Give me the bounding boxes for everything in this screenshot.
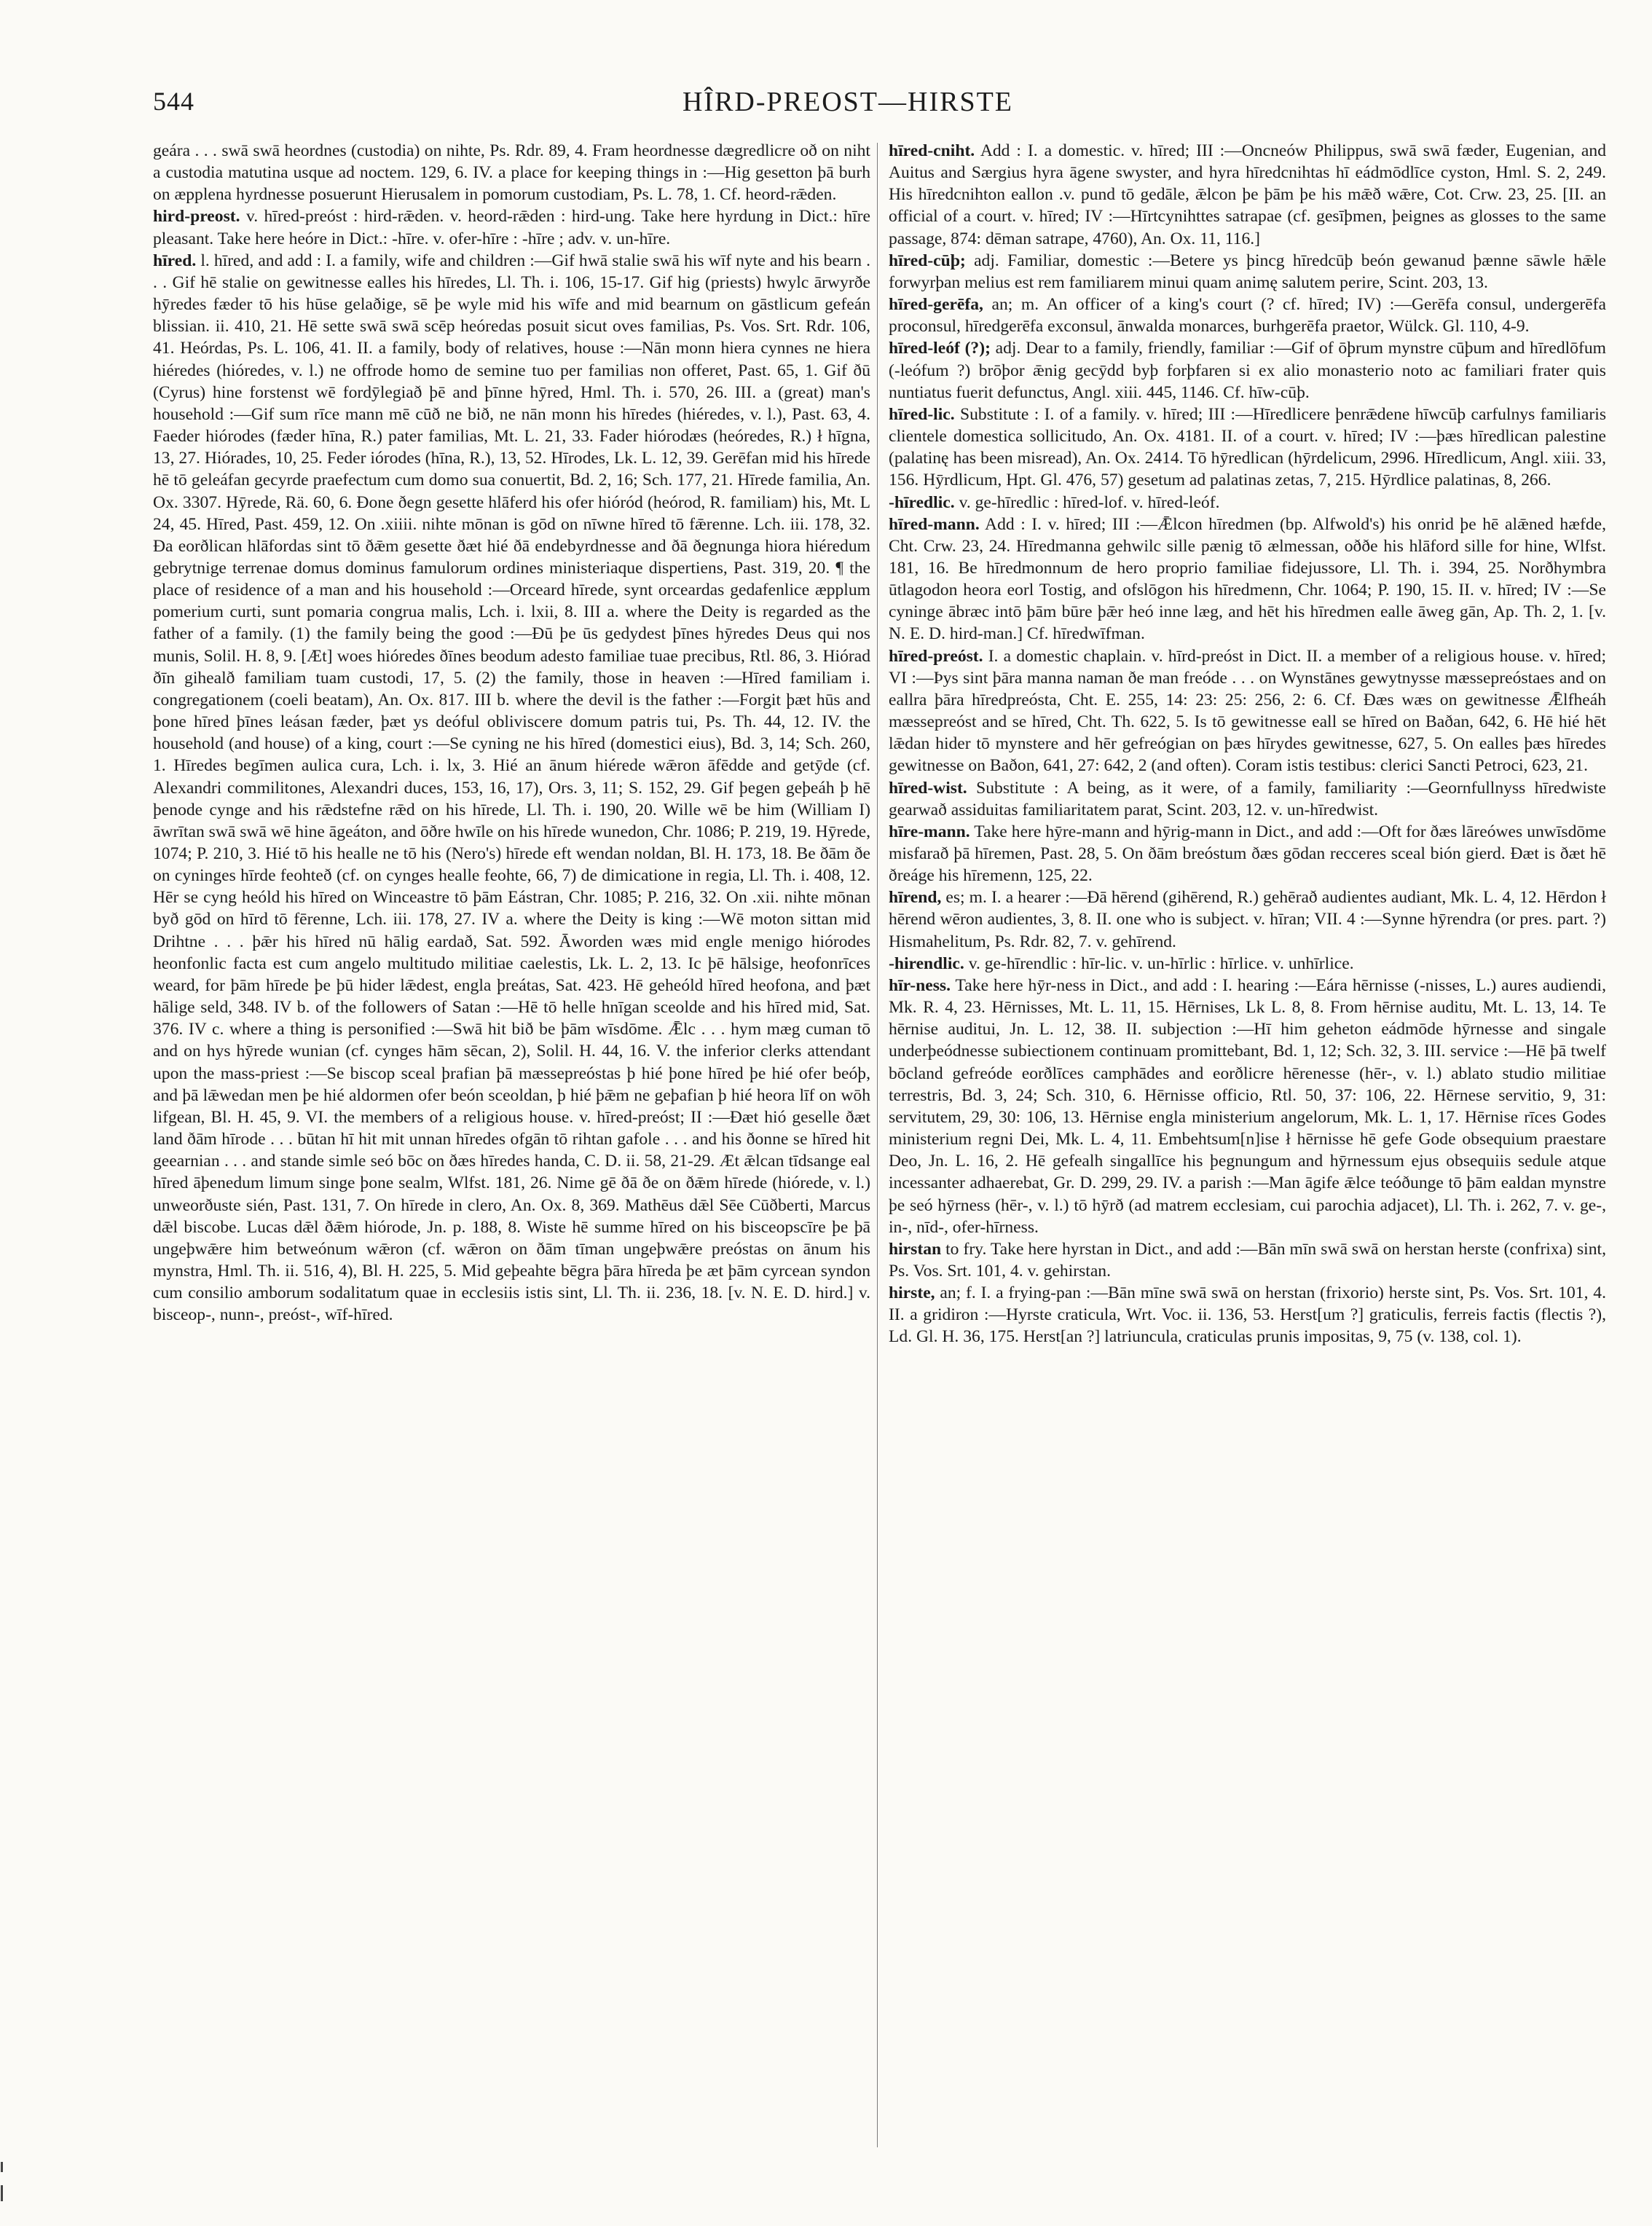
margin-mark — [1, 2185, 3, 2201]
entry-headword: hirste, — [889, 1283, 935, 1303]
dictionary-entry — [889, 140, 1606, 250]
entry-headword: hīred-leóf (?); — [889, 339, 991, 358]
dictionary-entry — [889, 953, 1606, 975]
page-header — [153, 86, 1543, 130]
entry-headword: hirstan — [889, 1239, 942, 1259]
entry-headword: hīre-mann. — [889, 822, 970, 841]
dictionary-entry — [889, 492, 1606, 514]
right-column — [889, 140, 1606, 2150]
entry-headword: hīred-preóst. — [889, 646, 983, 666]
dictionary-entry — [889, 886, 1606, 952]
dictionary-entry — [889, 250, 1606, 294]
dictionary-entry — [889, 337, 1606, 403]
entry-text: Add : I. v. hīred; III :—Ǣlcon hīredmen (bp. Alfwold's) his onrid þe hē alǣned hæfde, Cht. Crw. 23, 24. Hīredmanna gehwilc sille pænig tō ælmessan, oððe his hlāford sille for hine, Wlfst. 181, 16. Be hīredmonnum de hero proprio familiae fidejussore, Ll. Th. i. 394, 25. Norðhymbra ūtlagodon heora eorl Tostig, and ofslōgon his hīredmenn, Chr. 1064; P. 190, 15. II. v. hīred; IV :—Se cyninge ābræc intō þām būre þǣr heó inne læg, and hēt his hīredmen ealle āweg gān, Ap. Th. 2, 1. [v. N. E. D. hird-man.] Cf. hīredwīfman. — [889, 514, 1606, 644]
entry-headword: hīred-wist. — [889, 778, 967, 798]
left-column — [153, 140, 870, 2150]
column-divider — [877, 143, 878, 2147]
entry-headword: hīred-cniht. — [889, 141, 975, 160]
entry-text: adj. Dear to a family, friendly, familiar :—Gif of ōþrum mynstre cūþum and hīredlōfum (-leófum ?) brōþor ǣnig gecȳdd byþ forþfaren si ex alio monasterio noto ac familiari frater quis nuntiatus fuerit defunctus, Angl. xiii. 445, 1146. Cf. hīw-cūþ. — [889, 339, 1606, 402]
dictionary-entry — [889, 294, 1606, 337]
entry-text: geára . . . swā swā heordnes (custodia) on nihte, Ps. Rdr. 89, 4. Fram heordnesse dægredlicre oð on niht a custodia matutina usque ad noctem. 129, 6. IV. a place for keeping things in :—Hig gesetton þā burh on æpplena hyrdnesse posuerunt Hierusalem in pomorum custodiam, Ps. L. 78, 1. Cf. heord-rǣden. — [153, 141, 870, 205]
entry-text: Substitute : I. of a family. v. hīred; III :—Hīredlicere þenrǣdene hīwcūþ carfulnys familiaris clientele domestica sollicitudo, An. Ox. 4181. II. of a court. v. hīred; IV :—þæs hīredlican palestine (palatinę has been misread), An. Ox. 2414. Tō hȳredlican (hȳrdelicum, 2996. Hīredlicum, Angl. xiii. 33, 156. Hȳrdlicum, Hpt. Gl. 476, 57) gesetum ad palatinas zetas, 7, 215. Hȳrdlice palatinas, 8, 266. — [889, 404, 1606, 490]
dictionary-entry — [889, 1282, 1606, 1348]
entry-headword: -hirendlic. — [889, 953, 964, 973]
entry-headword: hird-preost. — [153, 207, 240, 227]
dictionary-entry — [889, 1238, 1606, 1282]
dictionary-entry — [153, 205, 870, 249]
entry-headword: hīr-ness. — [889, 975, 951, 995]
entry-text: I. a domestic chaplain. v. hīrd-preóst in Dict. II. a member of a religious house. v. hīred; VI :—Þys sint þāra manna naman ðe man freóde . . . on Wynstānes gewytnysse mæssepreóstaes and on eallra þāra hīredpreósta, Cht. E. 255, 14: 23: 25: 256, 2: 6. Cf. Ðæs wæs on gewitnesse Ǣlfheáh mæssepreóst and se hīred, Cht. Th. 622, 5. Is tō gewitnesse eall se hīred on Baðan, 642, 6. Hē hié hēt lǣdan hider tō mynstere and hēr gefreógian on þæs hīrydes gewitnesse, 627, 5. On ealles þæs hīredes gewitnesse on Baðon, 641, 27: 642, 2 (and often). Coram istis testibus: clerici Sancti Petroci, 623, 21. — [889, 646, 1606, 776]
dictionary-entry — [889, 514, 1606, 645]
entry-headword: hīred-gerēfa, — [889, 295, 983, 315]
entry-text: Take here hȳr-ness in Dict., and add : I. hearing :—Eára hērnisse (-nisses, L.) aures audiendi, Mk. R. 4, 23. Hērnisses, Mt. L. 11, 15. Hērnises, Lk L. 8, 8. From hērnise auditu, Mt. L. 13, 14. Te hērnise auditui, Jn. L. 12, 38. II. subjection :—Hī him geheton eádmōde hȳrnesse and singale underþeódnesse subiectionem continuam promittebant, Bd. 1, 12; Sch. 32, 3. III. service :—Hē þā twelf bōcland gefreóde eorðlīces camphādes and eorðlicre hērenesse (hēr-, v. l.) ablato studio militiae terrestris, Bd. 3, 24; Sch. 310, 6. Hērnisse officio, Rtl. 50, 37: 106, 22. Hērnese servitio, 9, 31: servitutem, 29, 30: 106, 13. Hērnise engla ministerium angelorum, Mk. L. 1, 17. Hērnise rīces Godes ministerium regni Dei, Mk. L. 4, 11. Embehtsum[n]ise ł hērnisse hē gefe Gode obsequium praestare Deo, Jn. L. 16, 2. Hē gefealh singallīce his þegnungum and hȳrnessum ejus obsequiis sedule atque incessanter adhaerebat, Gr. D. 299, 29. IV. a parish :—Man āgife ǣlce teóðunge tō þām ealdan mynstre þe seó hȳrness (hēr-, v. l.) tō hȳrð (ad matrem ecclesiam, cui parochia adjacet), Ll. Th. i. 262, 7. v. ge-, in-, nīd-, ofer-hīrness. — [889, 975, 1606, 1237]
entry-text: adj. Familiar, domestic :—Betere ys þincg hīredcūþ beón gewanud þænne sāwle hǣle forwyrþan melius est rem familiarem minui quam animę salutem perire, Scint. 203, 13. — [889, 251, 1606, 292]
entry-text: Take here hȳre-mann and hȳrig-mann in Dict., and add :—Oft for ðæs lāreówes unwīsdōme misfarað þā hīremen, Past. 28, 5. On ðām breóstum ðæs gōdan recceres sceal bión gierd. Ðæt is ðæt hē ðreáge his hīremenn, 125, 22. — [889, 822, 1606, 886]
entry-headword: hīred. — [153, 251, 197, 270]
entry-text: an; f. I. a frying-pan :—Bān mīne swā swā on herstan (frixorio) herste sint, Ps. Vos. Srt. 101, 4. II. a gridiron :—Hyrste craticula, Wrt. Voc. ii. 136, 53. Herst[um ?] graticulis, ferreis factis (flectis ?), Ld. Gl. H. 36, 175. Herst[an ?] latriuncula, craticulas prunis impositas, 9, 75 (v. 138, col. 1). — [889, 1283, 1606, 1347]
running-head: HÎRD-PREOST—HIRSTE — [682, 87, 1014, 117]
entry-headword: hīrend, — [889, 888, 942, 908]
entry-text: v. ge-hīredlic : hīred-lof. v. hīred-leóf. — [959, 492, 1220, 512]
entry-headword: -hīredlic. — [889, 492, 955, 512]
dictionary-entry — [889, 975, 1606, 1238]
entry-headword: hīred-lic. — [889, 404, 955, 424]
entry-text: an; m. An officer of a king's court (? cf. hīred; IV) :—Gerēfa consul, undergerēfa proconsul, hīredgerēfa exconsul, ānwalda monarces, burhgerēfa praetor, Wülck. Gl. 110, 4-9. — [889, 295, 1606, 337]
page-number: 544 — [153, 87, 194, 116]
entry-headword: hīred-cūþ; — [889, 251, 966, 270]
margin-mark — [1, 2162, 3, 2172]
entry-headword: hīred-mann. — [889, 514, 980, 534]
entry-text: l. hīred, and add : I. a family, wife and children :—Gif hwā stalie swā his wīf nyte and his bearn . . . Gif hē stalie on gewitnesse ealles his hīredes, Ll. Th. i. 106, 15-17. Gif hig (priests) hwylc ārwyrðe hȳredes fæder tō his hūse gelaðige, sē þe wyle mid his wīfe and mid bearnum on gāstlicum gefeán blissian. ii. 410, 21. Hē sette swā swā scēp heóredas posuit sicut oves familias, Ps. Vos. Srt. Rdr. 106, 41. Heórdas, Ps. L. 106, 41. II. a family, body of relatives, house :—Nān monn hiera cynnes ne hiera hiéredes (hióredes, v. l.) ne offrode homo de semine tuo per familias non offeret, Past. 65, 1. Gif ðū (Cyrus) hine forstenst wē fordȳlegiað þē and þīnne hȳred, Hml. Th. i. 570, 26. III. a (great) man's household :—Gif sum rīce mann mē cūð ne bið, ne nān monn his hīredes (hiéredes, v. l.), Past. 63, 4. Faeder hiórodes (fæder hīna, R.) pater familias, Mt. L. 21, 33. Fader hiórodæs (heóredes, R.) ł hīgna, 13, 27. Hiórades, 10, 25. Feder iórodes (hīna, R.), 13, 52. Hīrodes, Lk. L. 12, 39. Gerēfan mid his hīrede hē tō geleáfan gecyrde praefectum cum domo sua conuertit, Bd. 2, 16; Sch. 177, 21. Hīrede familia, An. Ox. 3307. Hȳrede, Rä. 60, 6. Ðone ðegn gesette hlāferd his ofer hióród (heórod, R. familiam) his, Mt. L 24, 45. Hīred, Past. 459, 12. On .xiiii. nihte mōnan is gōd on nīwne hīred tō fǣrenne. Lch. iii. 178, 32. Ða eorðlican hlāfordas sint tō ðǣm gesette ðæt hié ðā endebyrdnesse and ðā ðegnunga hiora hiéredum gebrytnige terrenae domus dominus famulorum ordines ministeriaque dispertiens, Past. 319, 20. ¶ the place of residence of a man and his household :—Orceard hīrede, synt orceardas gedafenlice æpplum pomerium curti, sunt pomaria congrua malis, Lch. i. lxii, 8. III a. where the Deity is regarded as the father of a family. (1) the family being the good :—Ðū þe ūs gedydest þīnes hȳredes Deus qui nos munis, Solil. H. 8, 9. [Æt] woes hióredes ðīnes beodum adesto familiae tuae precibus, Rtl. 86, 3. Hiórad ðīn gihealð familiam tuam custodi, 17, 5. (2) the family, those in heaven :—Hīred familiam i. congregationem (coeli beatam), An. Ox. 817. III b. where the devil is the father :—Forgit þæt hūs and þone hīred þīnes leásan fæder, þæt ys deóful obliviscere domum patris tui, Ps. Th. 44, 12. IV. the household (and house) of a king, court :—Se cyning ne his hīred (domestici eius), Bd. 3, 14; Sch. 260, 1. Hīredes begīmen aulica cura, Lch. i. lx, 3. Hié an ānum hiérede wǣron āfēdde and getȳde (cf. Alexandri commilitones, Alexandri duces, 153, 16, 17), Ors. 3, 11; S. 152, 29. Gif þegen geþeáh þ hē þenode cynge and his rǣdstefne rǣd on his hīrede, Ll. Th. i. 190, 20. Wille wē be him (William I) āwrītan swā swā wē hine āgeáton, and ōðre hwīle on his hīrede wunedon, Chr. 1086; P. 219, 19. Hȳrede, 1074; P. 210, 3. Hié tō his healle ne tō his (Nero's) hīrede eft wendan noldan, Bl. H. 173, 18. Be ðām ðe on cyninges hīrde feohteð (cf. on cynges healle feohte, 66, 7) de dimicatione in regia, Ll. Th. i. 408, 12. Hēr se cyng heóld his hīred on Winceastre tō þām Eástran, Chr. 1085; P. 216, 32. On .xii. nihte mōnan byð gōd on hīrd tō fērenne, Lch. iii. 178, 27. IV a. where the Deity is king :—Wē moton sittan mid Drihtne . . . þǣr his hīred nū hālig eardað, Sat. 592. Āworden wæs mid engle menigo hiórodes heonfonlic facta est cum angelo multitudo militiae caelestis, Lk. L. 2, 13. Ic þē hālsige, heofonrīces weard, for þām hīrede þe þū hider lǣdest, engla þreátas, Sat. 423. Hē geheóld hīred heofona, and þæt hālige seld, 348. IV b. of the followers of Satan :—Hē tō helle hnīgan sceolde and his hīred mid, Sat. 376. IV c. where a thing is personified :—Swā hit bið be þām wīsdōme. Ǣlc . . . hym mæg cuman tō and on hys hȳrede wunian (cf. cynges hām sēcan, 2), Solil. H. 44, 16. V. the inferior clerks attendant upon the mass-priest :—Se biscop sceal þrafian þā mæssepreóstas þ hié þone hīred þe hié ofer beóþ, and þā lǣwedan men þe hié aldormen ofer beón sceoldan, þ hié þǣm ne geþafian þ hié heora līf on wōh lifgean, Bl. H. 45, 9. VI. the members of a religious house. v. hīred-preóst; II :—Ðæt hió geselle ðæt land ðām hīrode . . . būtan hī hit mit unnan hīredes ofgān tō rihtan gafole . . . and his ðonne se hīred hit geearnian . . . and stande simle seó bōc on ðæs hīredes handa, C. D. ii. 58, 21-29. Æt ǣlcan tīdsange eal hīred āþenedum limum singe þone sealm, Wlfst. 181, 26. Nime gē ðā ðe on ðǣm hīrede (hiórede, v. l.) unweorðuste sién, Past. 131, 7. On hīrede in clero, An. Ox. 8, 369. Mathēus dǣl Sēe Cūðberti, Marcus dǣl biscobe. Lucas dǣl ðǣm hiórode, Jn. p. 188, 8. Wiste hē summe hīred on his bisceopscīre þe þā ungeþwǣre him betweónum wǣron (cf. wǣron on ðām tīman ungeþwǣre preóstas on ānum his mynstra, Hml. Th. ii. 516, 4), Bl. H. 225, 5. Mid geþeahte bēgra þāra hīreda þe æt þām cyrcean syndon cum consilio amborum sodalitatum quae in ecclesiis istis sint, Ll. Th. ii. 236, 18. [v. N. E. D. hird.] v. bisceop-, nunn-, preóst-, wīf-hīred. — [153, 251, 870, 1325]
entry-text: Add : I. a domestic. v. hīred; III :—Oncneów Philippus, swā swā fæder, Eugenian, and Auitus and Særgius hyra āgene swyster, and hyra hīredcnihtas hī eádmōdlīce cyston, Hml. S. 2, 249. His hīredcnihton eallon .v. pund tō gedāle, ǣlcon þe þām þe his mǣð wǣre, Cot. Crw. 23, 25. [II. an official of a court. v. hīred; IV :—Hīrtcynihttes satrapae (cf. gesīþmen, þeignes as glosses to the same passage, 874: dēman satrape, 4760), An. Ox. 11, 116.] — [889, 141, 1606, 248]
dictionary-entry — [889, 777, 1606, 821]
entry-text: v. hīred-preóst : hird-rǣden. v. heord-rǣden : hird-ung. Take here hyrdung in Dict.: hīre pleasant. Take here heóre in Dict.: -hīre. v. ofer-hīre : -hīre ; adv. v. un-hīre. — [153, 207, 870, 248]
dictionary-entry — [153, 250, 870, 1326]
entry-text: to fry. Take here hyrstan in Dict., and add :—Bān mīn swā swā on herstan herste (confrixa) sint, Ps. Vos. Srt. 101, 4. v. gehirstan. — [889, 1239, 1606, 1281]
dictionary-entry — [889, 645, 1606, 777]
entry-text: v. ge-hīrendlic : hīr-lic. v. un-hīrlic : hīrlice. v. unhīrlice. — [968, 953, 1354, 973]
dictionary-entry — [889, 404, 1606, 492]
entry-text: Substitute : A being, as it were, of a family, familiarity :—Geornfullnyss hīredwiste gearwað assiduitas familiaritatem parat, Scint. 203, 12. v. un-hīredwist. — [889, 778, 1606, 819]
entry-text: es; m. I. a hearer :—Ðā hērend (gihērend, R.) gehērað audientes audiant, Mk. L. 4, 12. Hērdon ł hērend wēron audientes, 3, 8. II. one who is subject. v. hīran; VII. 4 :—Synne hȳrendra (or pres. part. ?) Hismahelitum, Ps. Rdr. 82, 7. v. gehīrend. — [889, 888, 1606, 951]
dictionary-entry — [153, 140, 870, 205]
dictionary-entry — [889, 821, 1606, 886]
